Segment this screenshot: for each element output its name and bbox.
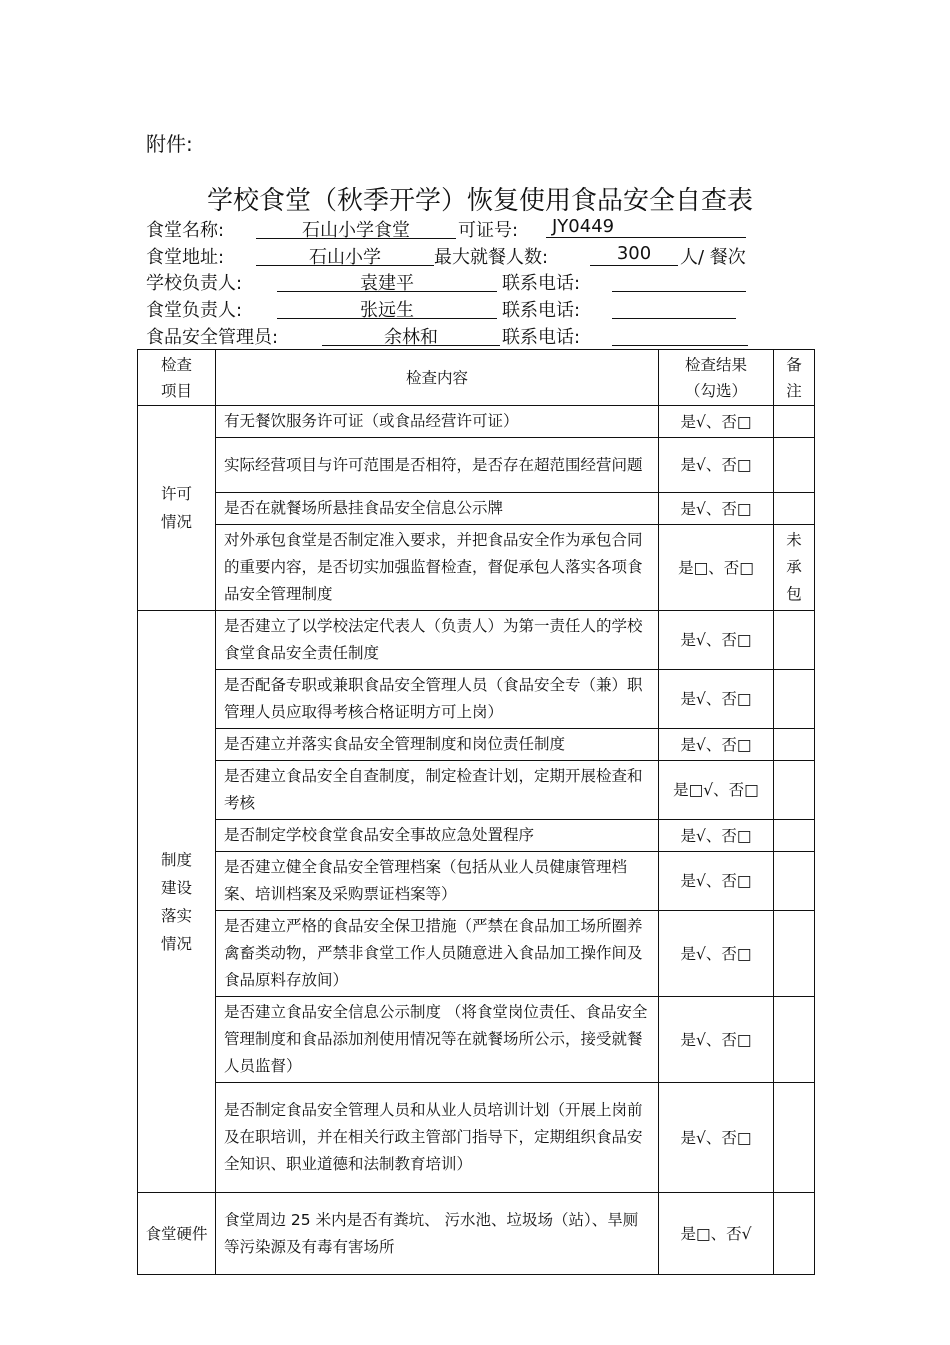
- category-cell: 食堂硬件: [138, 1193, 216, 1275]
- check-result-cell[interactable]: 是√、否□: [659, 493, 774, 525]
- check-content-cell: 是否建立健全食品安全管理档案（包括从业人员健康管理档案、培训档案及采购票证档案等）: [216, 852, 659, 911]
- check-result-cell[interactable]: 是√、否□: [659, 820, 774, 852]
- note-cell: [774, 1193, 815, 1275]
- license-number-field: JY0449: [546, 216, 746, 238]
- check-content-cell: 是否建立严格的食品安全保卫措施（严禁在食品加工场所圈养禽畜类动物，严禁非食堂工作人员随意进入食品加工操作间及食品原料存放间）: [216, 911, 659, 997]
- note-cell: [774, 1083, 815, 1193]
- header-note: 备注: [774, 350, 815, 406]
- safety-manager-phone-field: [612, 323, 748, 346]
- attachment-label: 附件:: [146, 132, 193, 156]
- table-row: [138, 611, 815, 670]
- check-content-cell: 是否在就餐场所悬挂食品安全信息公示牌: [216, 493, 659, 525]
- note-cell: 未承包: [774, 525, 815, 611]
- safety-manager-label: 食品安全管理员:: [146, 327, 279, 348]
- max-diners-label: 最大就餐人数:: [434, 247, 549, 268]
- category-cell: 许可情况: [138, 406, 216, 611]
- check-result-cell[interactable]: 是√、否□: [659, 852, 774, 911]
- category-cell: 制度建设落实情况: [138, 611, 216, 1193]
- check-result-cell[interactable]: 是√、否□: [659, 670, 774, 729]
- canteen-name-label: 食堂名称:: [146, 220, 225, 241]
- note-cell: [774, 438, 815, 493]
- school-head-phone-field: [612, 269, 746, 292]
- table-row: [138, 438, 815, 493]
- check-content-cell: 食堂周边 25 米内是否有粪坑、 污水池、垃圾场（站）、旱厕等污染源及有毒有害场所: [216, 1193, 659, 1275]
- safety-manager-phone-label: 联系电话:: [502, 327, 581, 348]
- check-content-cell: 有无餐饮服务许可证（或食品经营许可证）: [216, 406, 659, 438]
- address-field: 石山小学: [256, 243, 434, 266]
- check-result-cell[interactable]: 是□、否□: [659, 525, 774, 611]
- check-content-cell: 是否建立食品安全信息公示制度 （将食堂岗位责任、食品安全管理制度和食品添加剂使用情况等在就餐场所公示，接受就餐人员监督）: [216, 997, 659, 1083]
- canteen-name-field: 石山小学食堂: [256, 216, 456, 239]
- check-content-cell: 是否制定学校食堂食品安全事故应急处置程序: [216, 820, 659, 852]
- check-result-cell[interactable]: 是√、否□: [659, 729, 774, 761]
- note-cell: [774, 406, 815, 438]
- note-cell: [774, 911, 815, 997]
- canteen-head-phone-label: 联系电话:: [502, 300, 581, 321]
- school-head-phone-label: 联系电话:: [502, 273, 581, 294]
- school-head-label: 学校负责人:: [146, 273, 243, 294]
- check-result-cell[interactable]: 是□√、否□: [659, 761, 774, 820]
- max-diners-unit: 人/ 餐次: [680, 247, 746, 268]
- check-result-cell[interactable]: 是√、否□: [659, 911, 774, 997]
- table-row: [138, 820, 815, 852]
- canteen-head-label: 食堂负责人:: [146, 300, 243, 321]
- check-result-cell[interactable]: 是√、否□: [659, 406, 774, 438]
- note-cell: [774, 729, 815, 761]
- header-item: 检查项目: [138, 350, 216, 406]
- note-cell: [774, 493, 815, 525]
- table-row: [138, 525, 815, 611]
- note-cell: [774, 611, 815, 670]
- canteen-head-field: 张远生: [277, 296, 497, 319]
- note-cell: [774, 670, 815, 729]
- table-row: [138, 852, 815, 911]
- table-row: [138, 1083, 815, 1193]
- check-result-cell[interactable]: 是√、否□: [659, 997, 774, 1083]
- check-content-cell: 是否建立了以学校法定代表人（负责人）为第一责任人的学校食堂食品安全责任制度: [216, 611, 659, 670]
- table-row: [138, 729, 815, 761]
- check-content-cell: 对外承包食堂是否制定准入要求，并把食品安全作为承包合同的重要内容，是否切实加强监督检查，督促承包人落实各项食品安全管理制度: [216, 525, 659, 611]
- table-row: [138, 911, 815, 997]
- address-label: 食堂地址:: [146, 247, 225, 268]
- check-result-cell[interactable]: 是√、否□: [659, 438, 774, 493]
- table-row: [138, 493, 815, 525]
- header-result: 检查结果（勾选）: [659, 350, 774, 406]
- check-content-cell: 是否建立食品安全自查制度，制定检查计划，定期开展检查和考核: [216, 761, 659, 820]
- canteen-head-phone-field: [612, 296, 736, 319]
- check-result-cell[interactable]: 是√、否□: [659, 1083, 774, 1193]
- check-content-cell: 是否建立并落实食品安全管理制度和岗位责任制度: [216, 729, 659, 761]
- table-header-row: [138, 350, 815, 406]
- license-label: 可证号:: [458, 220, 519, 241]
- header-content: 检查内容: [216, 350, 659, 406]
- note-cell: [774, 997, 815, 1083]
- school-head-field: 袁建平: [277, 269, 497, 292]
- inspection-table: [137, 349, 815, 1275]
- table-row: [138, 406, 815, 438]
- note-cell: [774, 761, 815, 820]
- check-content-cell: 是否配备专职或兼职食品安全管理人员（食品安全专（兼）职管理人员应取得考核合格证明方可上岗）: [216, 670, 659, 729]
- max-diners-field: 300: [590, 243, 678, 266]
- check-result-cell[interactable]: 是√、否□: [659, 611, 774, 670]
- form-title: 学校食堂（秋季开学）恢复使用食品安全自查表: [206, 186, 753, 216]
- safety-manager-field: 余林和: [322, 323, 500, 346]
- check-content-cell: 是否制定食品安全管理人员和从业人员培训计划（开展上岗前及在职培训，并在相关行政主管部门指导下，定期组织食品安全知识、职业道德和法制教育培训）: [216, 1083, 659, 1193]
- check-content-cell: 实际经营项目与许可范围是否相符，是否存在超范围经营问题: [216, 438, 659, 493]
- note-cell: [774, 820, 815, 852]
- check-result-cell[interactable]: 是□、否√: [659, 1193, 774, 1275]
- table-row: [138, 670, 815, 729]
- table-row: [138, 761, 815, 820]
- note-cell: [774, 852, 815, 911]
- table-row: [138, 997, 815, 1083]
- table-row: [138, 1193, 815, 1275]
